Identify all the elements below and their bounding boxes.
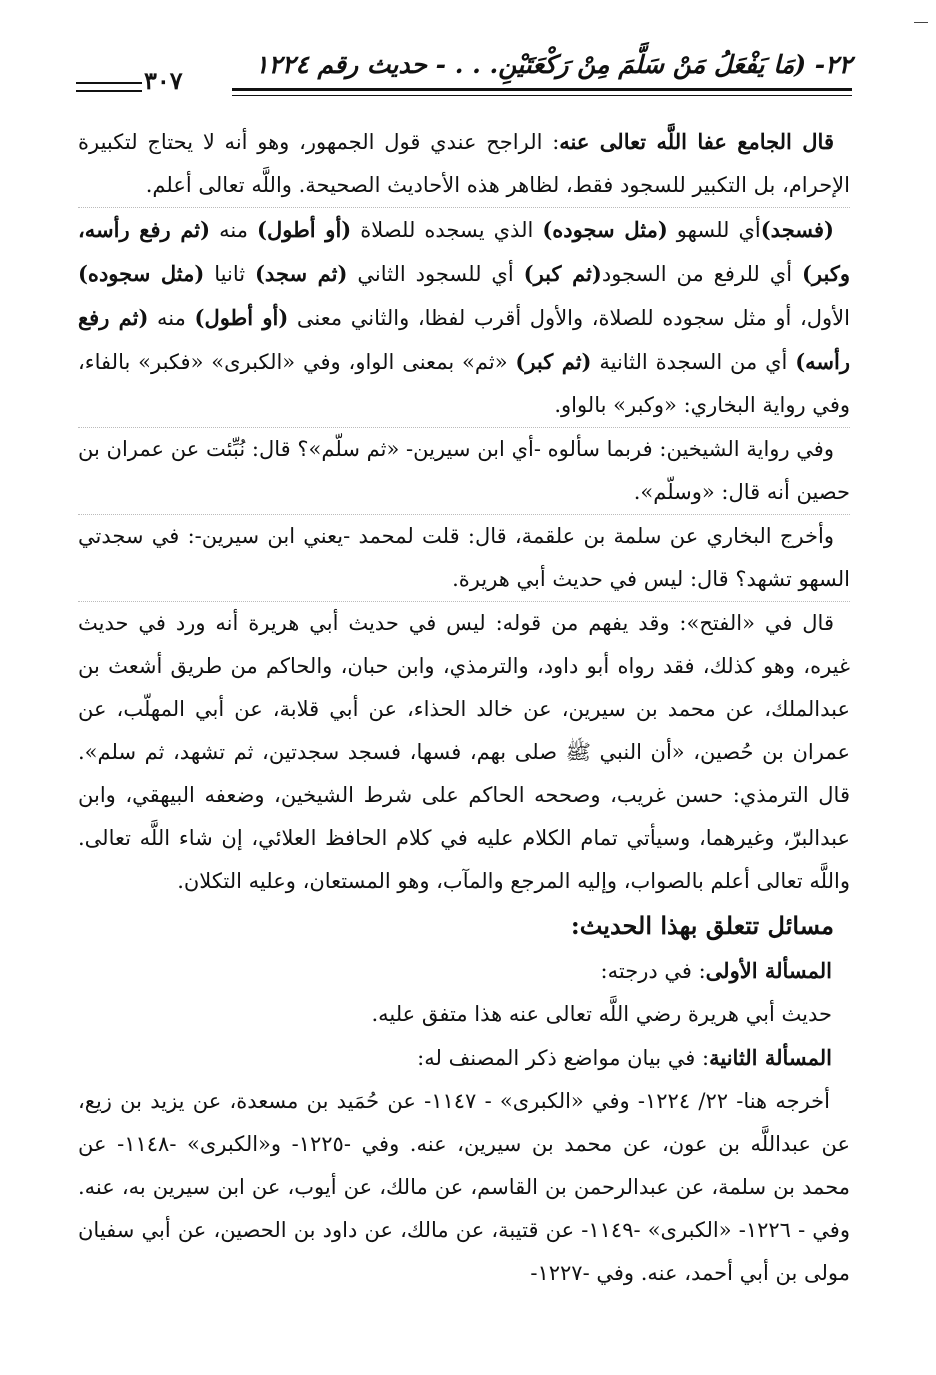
corner-mark [914,22,928,23]
quoted-term: (ثم كبر) [523,261,602,286]
page-number: ٣٠٧ [144,66,183,95]
paragraph-4: وأخرج البخاري عن سلمة بن علقمة، قال: قلت لمحمد -يعني ابن سيرين-: في سجدتي السهو تشهد؟ قال: ليس في حديث أبي هريرة. [78,514,850,601]
paragraph-5: قال في «الفتح»: وقد يفهم من قوله: ليس في حديث أبي هريرة أنه ورد في حديث غيره، وهو كذلك، فقد رواه أبو داود، والترمذي، وابن حبان، والحاكم من طريق أشعث بن عبدالملك، عن محمد بن سيرين، عن خالد الحذاء، عن أبي قلابة، عن أبي المهلّب، عن عمران بن حُصين، «أن النبي ﷺ صلى بهم، فسها، فسجد سجدتين، ثم تشهد، ثم سلم». قال الترمذي: حسن غريب، وصححه الحاكم على شرط الشيخين، وضعفه البيهقي، وابن عبدالبرّ، وغيرهما، وسيأتي تمام الكلام عليه في كلام الحافظ العلائي، إن شاء اللَّه تعالى. واللَّه تعالى أعلم بالصواب، وإليه المرجع والمآب، وهو المستعان، وعليه التكلان. [78,601,850,903]
issue-2-label: المسألة الثانية [709,1045,832,1070]
page-body [78,120,850,1295]
issue-2-subtitle: : في بيان مواضع ذكر المصنف له: [417,1046,710,1070]
commentary-text: «ثم» بمعنى الواو، وفي «الكبرى» «فكبر» بالفاء، وفي رواية البخاري: «وكبر» بالواو. [78,350,850,417]
commentary-text: أي للرفع من السجود [601,262,802,286]
commentary-text: ثانيا [204,262,255,286]
section-heading: مسائل تتعلق بهذا الحديث: [570,911,834,940]
commentary-text: منه [148,306,195,330]
quoted-term: (ثم رفع رأسه، وكبر) [78,217,850,286]
commentary-text: الأول، أو مثل سجوده للصلاة، والأول أقرب لفظا، والثاني معنى [288,306,850,330]
issue-2 [78,1036,850,1295]
quoted-term: (ثم رفع رأسه) [78,305,850,374]
page-number-rule [76,82,142,92]
commentary-text: أي من السجدة الثانية [591,350,796,374]
paragraph-3: وفي رواية الشيخين: فربما سألوه -أي ابن سيرين- «ثم سلّم»؟ قال: نُبِّئت عن عمران بن حصين أنه قال: «وسلّم». [78,427,850,514]
paragraph-2 [78,207,850,427]
issue-1-title [78,949,850,993]
paragraph-1 [78,120,850,207]
issue-2-title [78,1036,850,1080]
page-header [76,48,852,98]
header-rule [232,88,852,96]
quoted-term: (أو أطول) [194,305,289,330]
issue-1-body: حديث أبي هريرة رضي اللَّه تعالى عنه هذا متفق عليه. [371,1002,832,1026]
commentary-text: الذي يسجده للصلاة [351,218,543,242]
issue-1-label: المسألة الأولى [705,958,832,983]
commentary-text: أي للسهو [667,218,761,242]
issue-1-subtitle: : في درجته: [600,959,706,983]
author-note-lead: قال الجامع عفا اللَّه تعالى عنه [559,129,834,154]
quoted-term: (مثل سجوده) [78,261,205,286]
issue-2-body: أخرجه هنا- ٢٢/ ١٢٢٤- وفي «الكبرى» - ١١٤٧- عن حُمَيد بن مسعدة، عن يزيد بن زيع، عن عبداللَّه بن عون، عن محمد بن سيرين، عنه. وفي -١٢٢٥- و«الكبرى» -١١٤٨- عن محمد بن سلمة، عن عبدالرحمن بن القاسم، عن مالك، عن أيوب، عن ابن سيرين به، عنه. وفي - ١٢٢٦- «الكبرى» -١١٤٩- عن قتيبة، عن مالك، عن داود بن الحصين، عن أبي سفيان مولى بن أبي أحمد، عنه. وفي -١٢٢٧- [78,1089,850,1285]
quoted-term: (مثل سجوده) [542,217,668,242]
running-title: ٢٢- (مَا يَفْعَلُ مَنْ سَلَّمَ مِنْ رَكْعَتَيْنِ. . . - حديث رقم ١٢٢٤ [255,50,852,79]
issue-1 [78,949,850,1036]
quoted-term: (ثم كبر) [515,349,592,374]
commentary-text: أي للسجود الثاني [347,262,524,286]
quoted-term: (ثم سجد) [255,261,348,286]
quoted-term: (أو أطول) [257,217,352,242]
commentary-text: منه [210,218,258,242]
quoted-term: (فسجد) [760,217,834,242]
paragraph-1-text: : الراجح عندي قول الجمهور، وهو أنه لا يحتاج لتكبيرة الإحرام، بل التكبير للسجود فقط، لظاهر هذه الأحاديث الصحيحة. واللَّه تعالى أعلم. [78,130,850,197]
